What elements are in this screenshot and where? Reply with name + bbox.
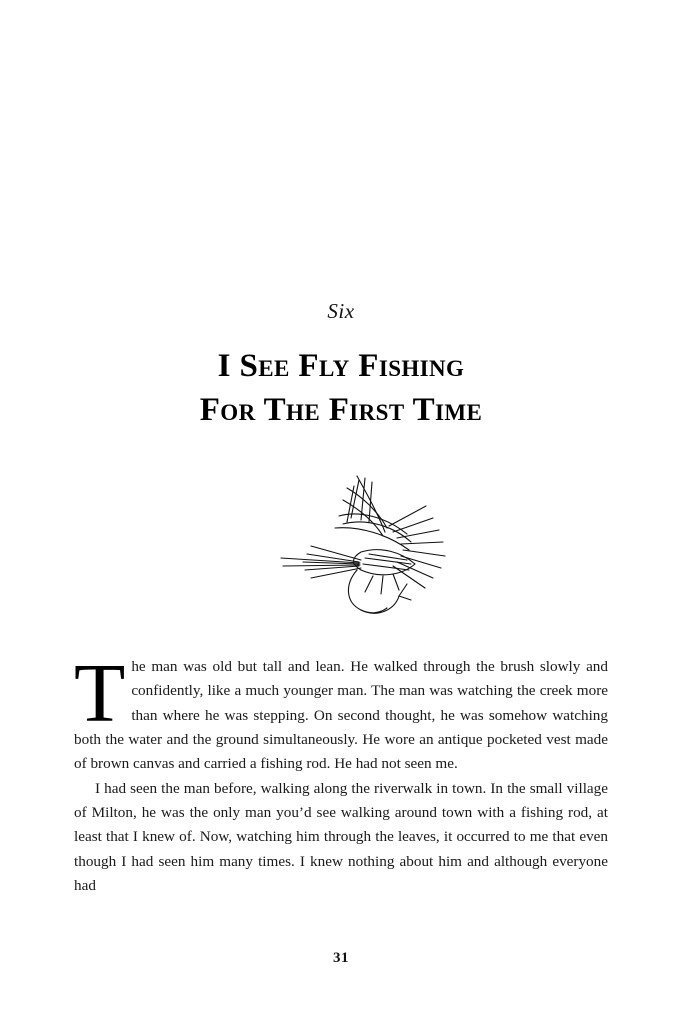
drop-cap: T (74, 647, 126, 740)
paragraph-2: I had seen the man before, walking along the riverwalk in town. In the small village of Milton, he was the only man you’d see walking around town with a fishing rod, at least that I knew of. Now, watching him through the leaves, it occurred to me that even though I had seen him many times. I knew nothing about him and although everyone had (74, 779, 608, 894)
chapter-title-line-1: I See Fly Fishing (217, 348, 465, 385)
body-text (74, 647, 608, 898)
page-title (0, 345, 682, 432)
chapter-number: Six (327, 299, 355, 323)
page-number: 31 (333, 950, 349, 966)
chapter-header (0, 0, 682, 432)
fly-fishing-lure-illustration (0, 458, 682, 658)
paragraph-1 (74, 647, 608, 777)
chapter-title-line-2: For The First Time (199, 391, 483, 428)
paragraph-1-text: he man was old but tall and lean. He walked through the brush slowly and confidently, like a much younger man. The man was watching the creek more than where he was stepping. On second thought, he was somehow watching both the water and the ground simultaneously. He wore an antique pocketed vest made of brown canvas and carried a fishing rod. He had not seen me. (74, 658, 608, 773)
